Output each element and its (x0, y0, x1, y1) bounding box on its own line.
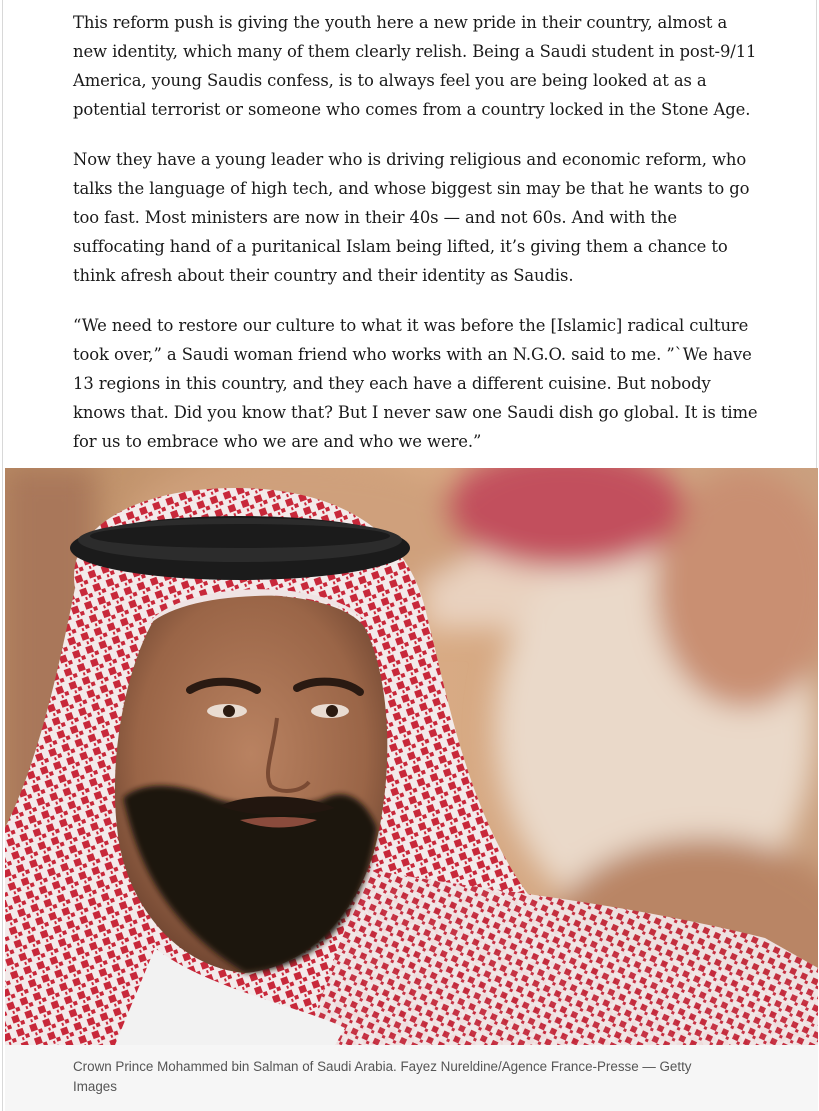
article-paragraph-2: Now they have a young leader who is driving religious and economic reform, who talks the language of high tech, and whose biggest sin may be that he wants to go too fast. Most ministers are now in their 40s — and not 60s. And with the suffocating hand of a puritanical Islam being lifted, it’s giving them a chance to think afresh about their country and their identity as Saudis. (73, 150, 750, 285)
photo-caption: Crown Prince Mohammed bin Salman of Saudi Arabia. Fayez Nureldine/Agence France-Presse — Getty Images (73, 1059, 692, 1094)
article-body (73, 8, 763, 477)
article-photo (5, 468, 818, 1045)
article-paragraph-1: This reform push is giving the youth here a new pride in their country, almost a new identity, which many of them clearly relish. Being a Saudi student in post-9/11 America, young Saudis confess, is to always feel you are being looked at as a potential terrorist or someone who comes from a country locked in the Stone Age. (73, 13, 757, 119)
article-page (2, 0, 817, 1111)
article-paragraph-3: “We need to restore our culture to what it was before the [Islamic] radical culture took over,” a Saudi woman friend who works with an N.G.O. said to me. ”`We have 13 regions in this country, and they each have a different cuisine. But nobody knows that. Did you know that? But I never saw one Saudi dish go global. It is time for us to embrace who we are and who we were.” (73, 316, 758, 451)
